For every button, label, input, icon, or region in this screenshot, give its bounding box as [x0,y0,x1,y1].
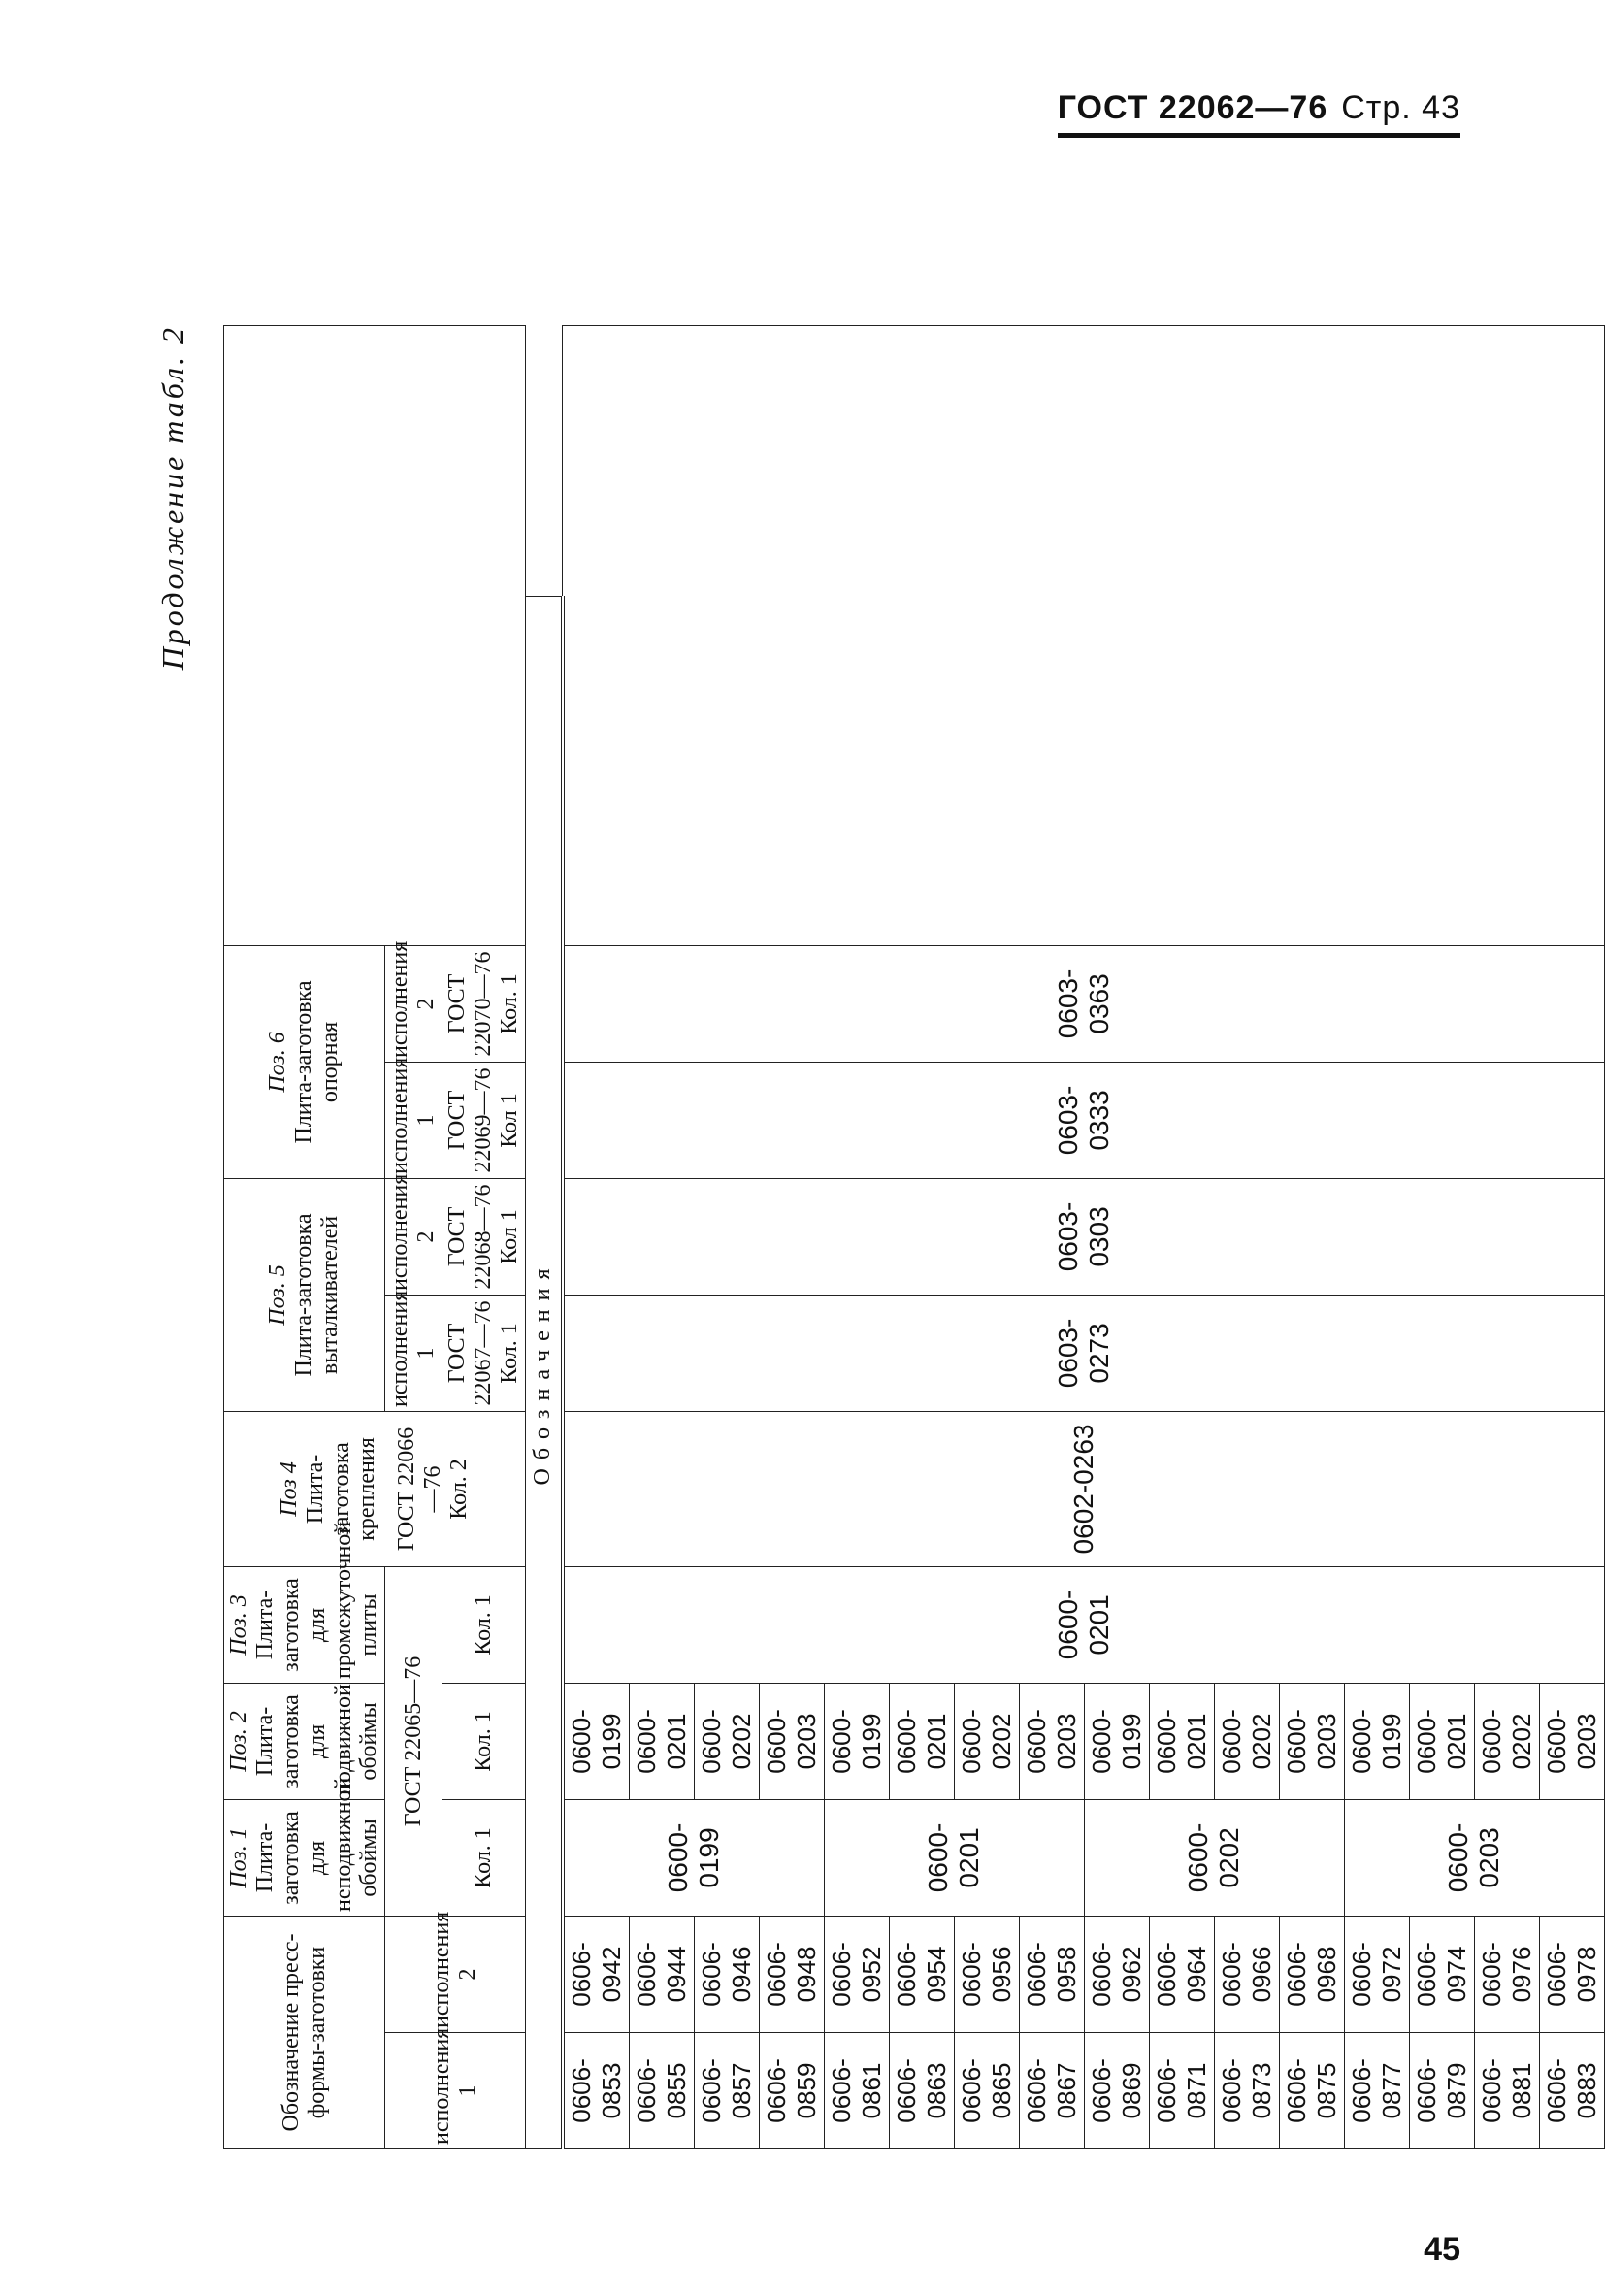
pos4-name: Плита-заготовка крепления [302,1437,380,1541]
pos2-cell: 0600-0201 [1149,1683,1214,1799]
pos4-number: Поз 4 [276,1461,302,1517]
header-pos5-variant1-spec [442,1295,526,1411]
header-variant2: исполнения 2 [385,1916,525,2032]
pos6-variant2-gost: ГОСТ 22070—76 [444,951,496,1057]
header-pos2-qty: Кол. 1 [442,1683,526,1799]
mold-variant2-cell: 0606-0968 [1279,1916,1344,2032]
mold-variant1-cell: 0606-0857 [694,2033,759,2149]
header-pos1 [224,1777,385,1916]
pos2-cell: 0600-0201 [629,1683,694,1799]
mold-variant2-cell: 0606-0944 [629,1916,694,2032]
mold-variant2-cell: 0606-0956 [954,1916,1019,2032]
footer-page-number: 45 [1424,2231,1460,2268]
pos2-cell: 0600-0202 [1474,1683,1539,1799]
pos2-cell: 0600-0199 [563,1683,630,1799]
mold-variant2-cell: 0606-0954 [889,1916,954,2032]
mold-variant1-cell: 0606-0869 [1084,2033,1149,2149]
pos1-group-cell: 0600-0201 [824,1799,1084,1916]
designations-label: Обозначения [525,596,563,2148]
pos5-variant1-qty: Кол. 1 [496,1323,522,1384]
pos2-cell: 0600-0202 [694,1683,759,1799]
header-gost-22065: ГОСТ 22065—76 [385,1566,442,1916]
header-pos3 [224,1521,385,1683]
mold-variant1-cell: 0606-0863 [889,2033,954,2149]
table-wrapper [223,325,1601,2149]
mold-variant2-cell: 0606-0966 [1214,1916,1279,2032]
pos5-variant2-cell: 0603-0303 [563,1178,1605,1295]
pos2-cell: 0600-0201 [889,1683,954,1799]
pos4-gost: ГОСТ 22066—76 [394,1427,446,1552]
mold-variant2-cell: 0606-0946 [694,1916,759,2032]
mold-variant2-cell: 0606-0978 [1539,1916,1604,2032]
pos6-variant2-cell: 0603-0363 [563,945,1605,1062]
pos5-number: Поз. 5 [265,1264,291,1326]
pos5-variant2-qty: Кол 1 [496,1209,522,1264]
pos2-cell: 0600-0199 [1344,1683,1409,1799]
mold-variant2-cell: 0606-0948 [759,1916,824,2032]
pos5-variant2-gost: ГОСТ 22068—76 [444,1184,496,1290]
header-pos5-variant2-spec [442,1178,526,1295]
mold-variant1-cell: 0606-0865 [954,2033,1019,2149]
pos6-variant1-cell: 0603-0333 [563,1062,1605,1178]
pos6-name: Плита-заготовка опорная [291,980,344,1144]
pos2-number: Поз. 2 [226,1711,251,1772]
continuation-title: Продолжение табл. 2 [155,325,190,671]
header-pos6 [224,945,385,1178]
pos3-cell: 0600-0201 [563,1566,1605,1683]
pos3-name: Плита-заготовка для промежуточной плиты [251,1521,382,1679]
header-pos5-variant2: исполнения 2 [385,1178,442,1295]
header-pos6-variant1-spec [442,1062,526,1178]
mold-variant1-cell: 0606-0861 [824,2033,889,2149]
mold-variant2-cell: 0606-0972 [1344,1916,1409,2032]
mold-variant1-cell: 0606-0875 [1279,2033,1344,2149]
pos4-qty: Кол. 2 [446,1459,472,1520]
pos2-cell: 0600-0201 [1409,1683,1474,1799]
header-pos3-qty: Кол. 1 [442,1566,526,1683]
pos2-cell: 0600-0203 [1279,1683,1344,1799]
header-pos6-variant2: исполнения 2 [385,945,442,1062]
mold-variant1-cell: 0606-0859 [759,2033,824,2149]
header-pos5 [224,1178,385,1411]
header-pos2 [224,1683,385,1799]
pos2-cell: 0600-0199 [1084,1683,1149,1799]
pos6-variant2-qty: Кол. 1 [496,973,522,1034]
mold-variant1-cell: 0606-0883 [1539,2033,1604,2149]
header-pos4 [224,1411,526,1566]
mold-variant1-cell: 0606-0881 [1474,2033,1539,2149]
mold-variant1-cell: 0606-0871 [1149,2033,1214,2149]
mold-variant2-cell: 0606-0964 [1149,1916,1214,2032]
mold-variant2-cell: 0606-0952 [824,1916,889,2032]
mold-variant2-cell: 0606-0962 [1084,1916,1149,2032]
header-blank-area [224,326,526,946]
header-pos6-variant1: исполнения 1 [385,1062,442,1178]
header-pos5-variant1: исполнения 1 [385,1295,442,1411]
pos6-variant1-qty: Кол 1 [496,1093,522,1148]
header-pos6-variant2-spec [442,945,526,1062]
pos2-cell: 0600-0199 [824,1683,889,1799]
rotated-table-area [155,325,1601,2149]
mold-variant1-cell: 0606-0873 [1214,2033,1279,2149]
pos2-cell: 0600-0203 [1019,1683,1084,1799]
pos1-group-cell: 0600-0202 [1084,1799,1344,1916]
header-variant1: исполнения 1 [385,2033,525,2149]
pos3-number: Поз. 3 [226,1594,251,1656]
pos5-name: Плита-заготовка выталкивателей [291,1213,344,1377]
pos2-cell: 0600-0202 [1214,1683,1279,1799]
specification-table [223,325,1605,2149]
pos6-variant1-gost: ГОСТ 22069—76 [444,1067,496,1173]
pos1-group-cell: 0600-0199 [563,1799,825,1916]
mold-variant1-cell: 0606-0879 [1409,2033,1474,2149]
gost-standard-number: ГОСТ 22062—76 [1057,89,1328,126]
mold-variant1-cell: 0606-0877 [1344,2033,1409,2149]
pos2-name: Плита-заготовка для подвижной обоймы [251,1684,382,1795]
pos5-variant1-cell: 0603-0273 [563,1295,1605,1411]
pos6-number: Поз. 6 [265,1032,291,1093]
mold-variant1-cell: 0606-0853 [563,2033,630,2149]
blank-area-cell [563,326,1605,946]
mold-variant2-cell: 0606-0974 [1409,1916,1474,2032]
pos1-group-cell: 0600-0203 [1344,1799,1604,1916]
header-pos1-qty: Кол. 1 [442,1799,526,1916]
mold-variant2-cell: 0606-0942 [563,1916,630,2032]
table-row [563,326,630,2149]
table-body [525,326,1604,2149]
mold-variant1-cell: 0606-0855 [629,2033,694,2149]
mold-variant2-cell: 0606-0976 [1474,1916,1539,2032]
pos5-variant1-gost: ГОСТ 22067—76 [444,1300,496,1406]
gost-page-header [1058,89,1460,138]
pos4-cell: 0602-0263 [563,1411,1605,1566]
header-mold-designation: Обозначение пресс-формы-заготовки [224,1916,385,2148]
pos2-cell: 0600-0202 [954,1683,1019,1799]
mold-variant1-cell: 0606-0867 [1019,2033,1084,2149]
pos2-cell: 0600-0203 [759,1683,824,1799]
mold-variant2-cell: 0606-0958 [1019,1916,1084,2032]
pos2-cell: 0600-0203 [1539,1683,1604,1799]
pos1-name: Плита-заготовка для неподвижной обоймы [251,1777,382,1912]
pos1-number: Поз. 1 [226,1827,251,1888]
page-label: Стр. 43 [1341,89,1460,126]
designations-row [525,326,563,2149]
